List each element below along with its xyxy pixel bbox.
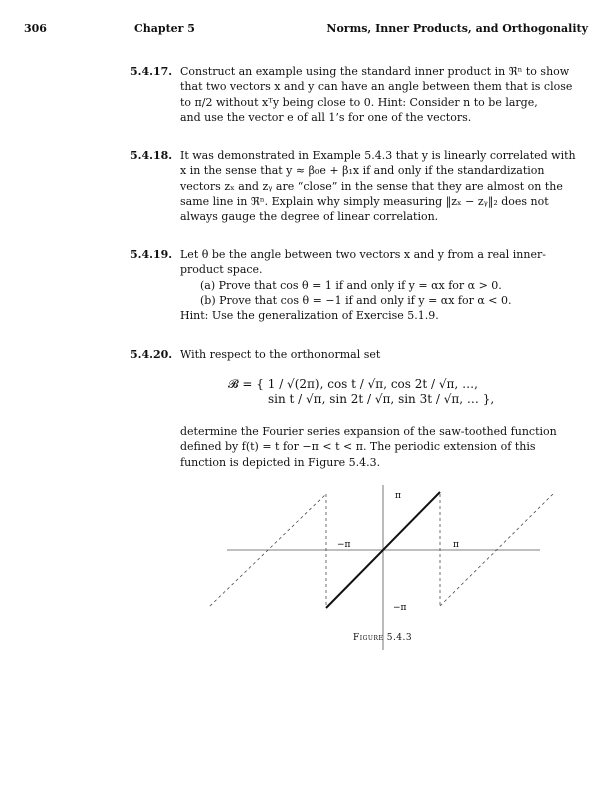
exercise-part: (a) Prove that cos θ = 1 if and only if y = αx for α > 0.: [200, 278, 502, 292]
exercise-line: Let θ be the angle between two vectors x and y from a real inner-: [180, 248, 546, 261]
exercise-number: 5.4.17.: [130, 65, 173, 78]
exercise-line: product space.: [180, 263, 263, 277]
page-number: 306: [24, 22, 47, 35]
exercise-hint: Hint: Use the generalization of Exercise 5.1.9.: [180, 309, 439, 323]
exercise-text: [180, 247, 587, 323]
figure-caption: Figure 5.4.3: [353, 633, 413, 643]
set-term: sin 2t / √π: [329, 392, 391, 406]
exercise-line: With respect to the orthonormal set: [180, 348, 381, 361]
label-right: π: [453, 540, 459, 550]
exercise-line: and use the vector e of all 1’s for one of the vectors.: [180, 110, 472, 124]
exercise-text: [180, 347, 587, 362]
exercise-line: same line in ℜⁿ. Explain why simply measuring ‖zₓ − zᵧ‖₂ does not: [180, 194, 549, 208]
exercise-text: [180, 64, 587, 125]
set-term: cos 2t / √π: [390, 377, 455, 391]
set-term: …: [462, 377, 475, 391]
exercise-line: determine the Fourier series expansion of the saw-toothed function: [180, 425, 557, 438]
label-bottom: −π: [393, 603, 407, 613]
exercise-number: 5.4.18.: [130, 149, 173, 162]
exercise-5-4-20: [130, 347, 587, 362]
exercise-text: [180, 424, 587, 470]
set-symbol: 𝓑: [228, 377, 239, 391]
exercise-5-4-19: [130, 247, 587, 323]
chapter-title: Norms, Inner Products, and Orthogonality: [326, 22, 588, 35]
set-term: 1 / √(2π): [267, 377, 320, 391]
exercise-line: to π/2 without xᵀy being close to 0. Hint: Consider n to be large,: [180, 95, 538, 109]
running-header: [24, 22, 588, 38]
set-term: …: [466, 392, 479, 406]
label-left: −π: [337, 540, 351, 550]
exercise-line: Construct an example using the standard inner product in ℜⁿ to show: [180, 65, 570, 78]
exercise-line: x in the sense that y ≈ β₀e + β₁x if and only if the standardization: [180, 164, 545, 178]
exercise-text: [180, 148, 587, 224]
exercise-5-4-18: [130, 148, 587, 224]
exercise-part: (b) Prove that cos θ = −1 if and only if y = αx for α < 0.: [200, 293, 512, 307]
sawtooth-figure: [205, 480, 555, 650]
exercise-line: function is depicted in Figure 5.4.3.: [180, 455, 381, 469]
exercise-number: 5.4.20.: [130, 348, 173, 361]
exercise-5-4-20-continued: [130, 424, 587, 470]
exercise-number: 5.4.19.: [130, 248, 173, 261]
set-term: sin t / √π: [268, 392, 322, 406]
exercise-line: that two vectors x and y can have an angle between them that is close: [180, 80, 573, 94]
orthonormal-set-formula: 𝓑 = { 1 / √(2π), cos t / √π, cos 2t / √π, …, sin t / √π, sin 2t / √π, sin 3t / √π, … },: [228, 377, 495, 406]
exercise-5-4-17: [130, 64, 587, 125]
exercise-line: always gauge the degree of linear correlation.: [180, 210, 439, 224]
set-term: cos t / √π: [327, 377, 384, 391]
exercise-line: It was demonstrated in Example 5.4.3 that y is linearly correlated with: [180, 149, 576, 162]
chapter-label: Chapter 5: [134, 22, 195, 35]
exercise-line: defined by f(t) = t for −π < t < π. The periodic extension of this: [180, 440, 536, 454]
set-term: sin 3t / √π: [398, 392, 460, 406]
exercise-line: vectors zₓ and zᵧ are “close” in the sense that they are almost on the: [180, 179, 563, 193]
exercise-parts: [200, 278, 587, 309]
label-top: π: [395, 491, 401, 501]
